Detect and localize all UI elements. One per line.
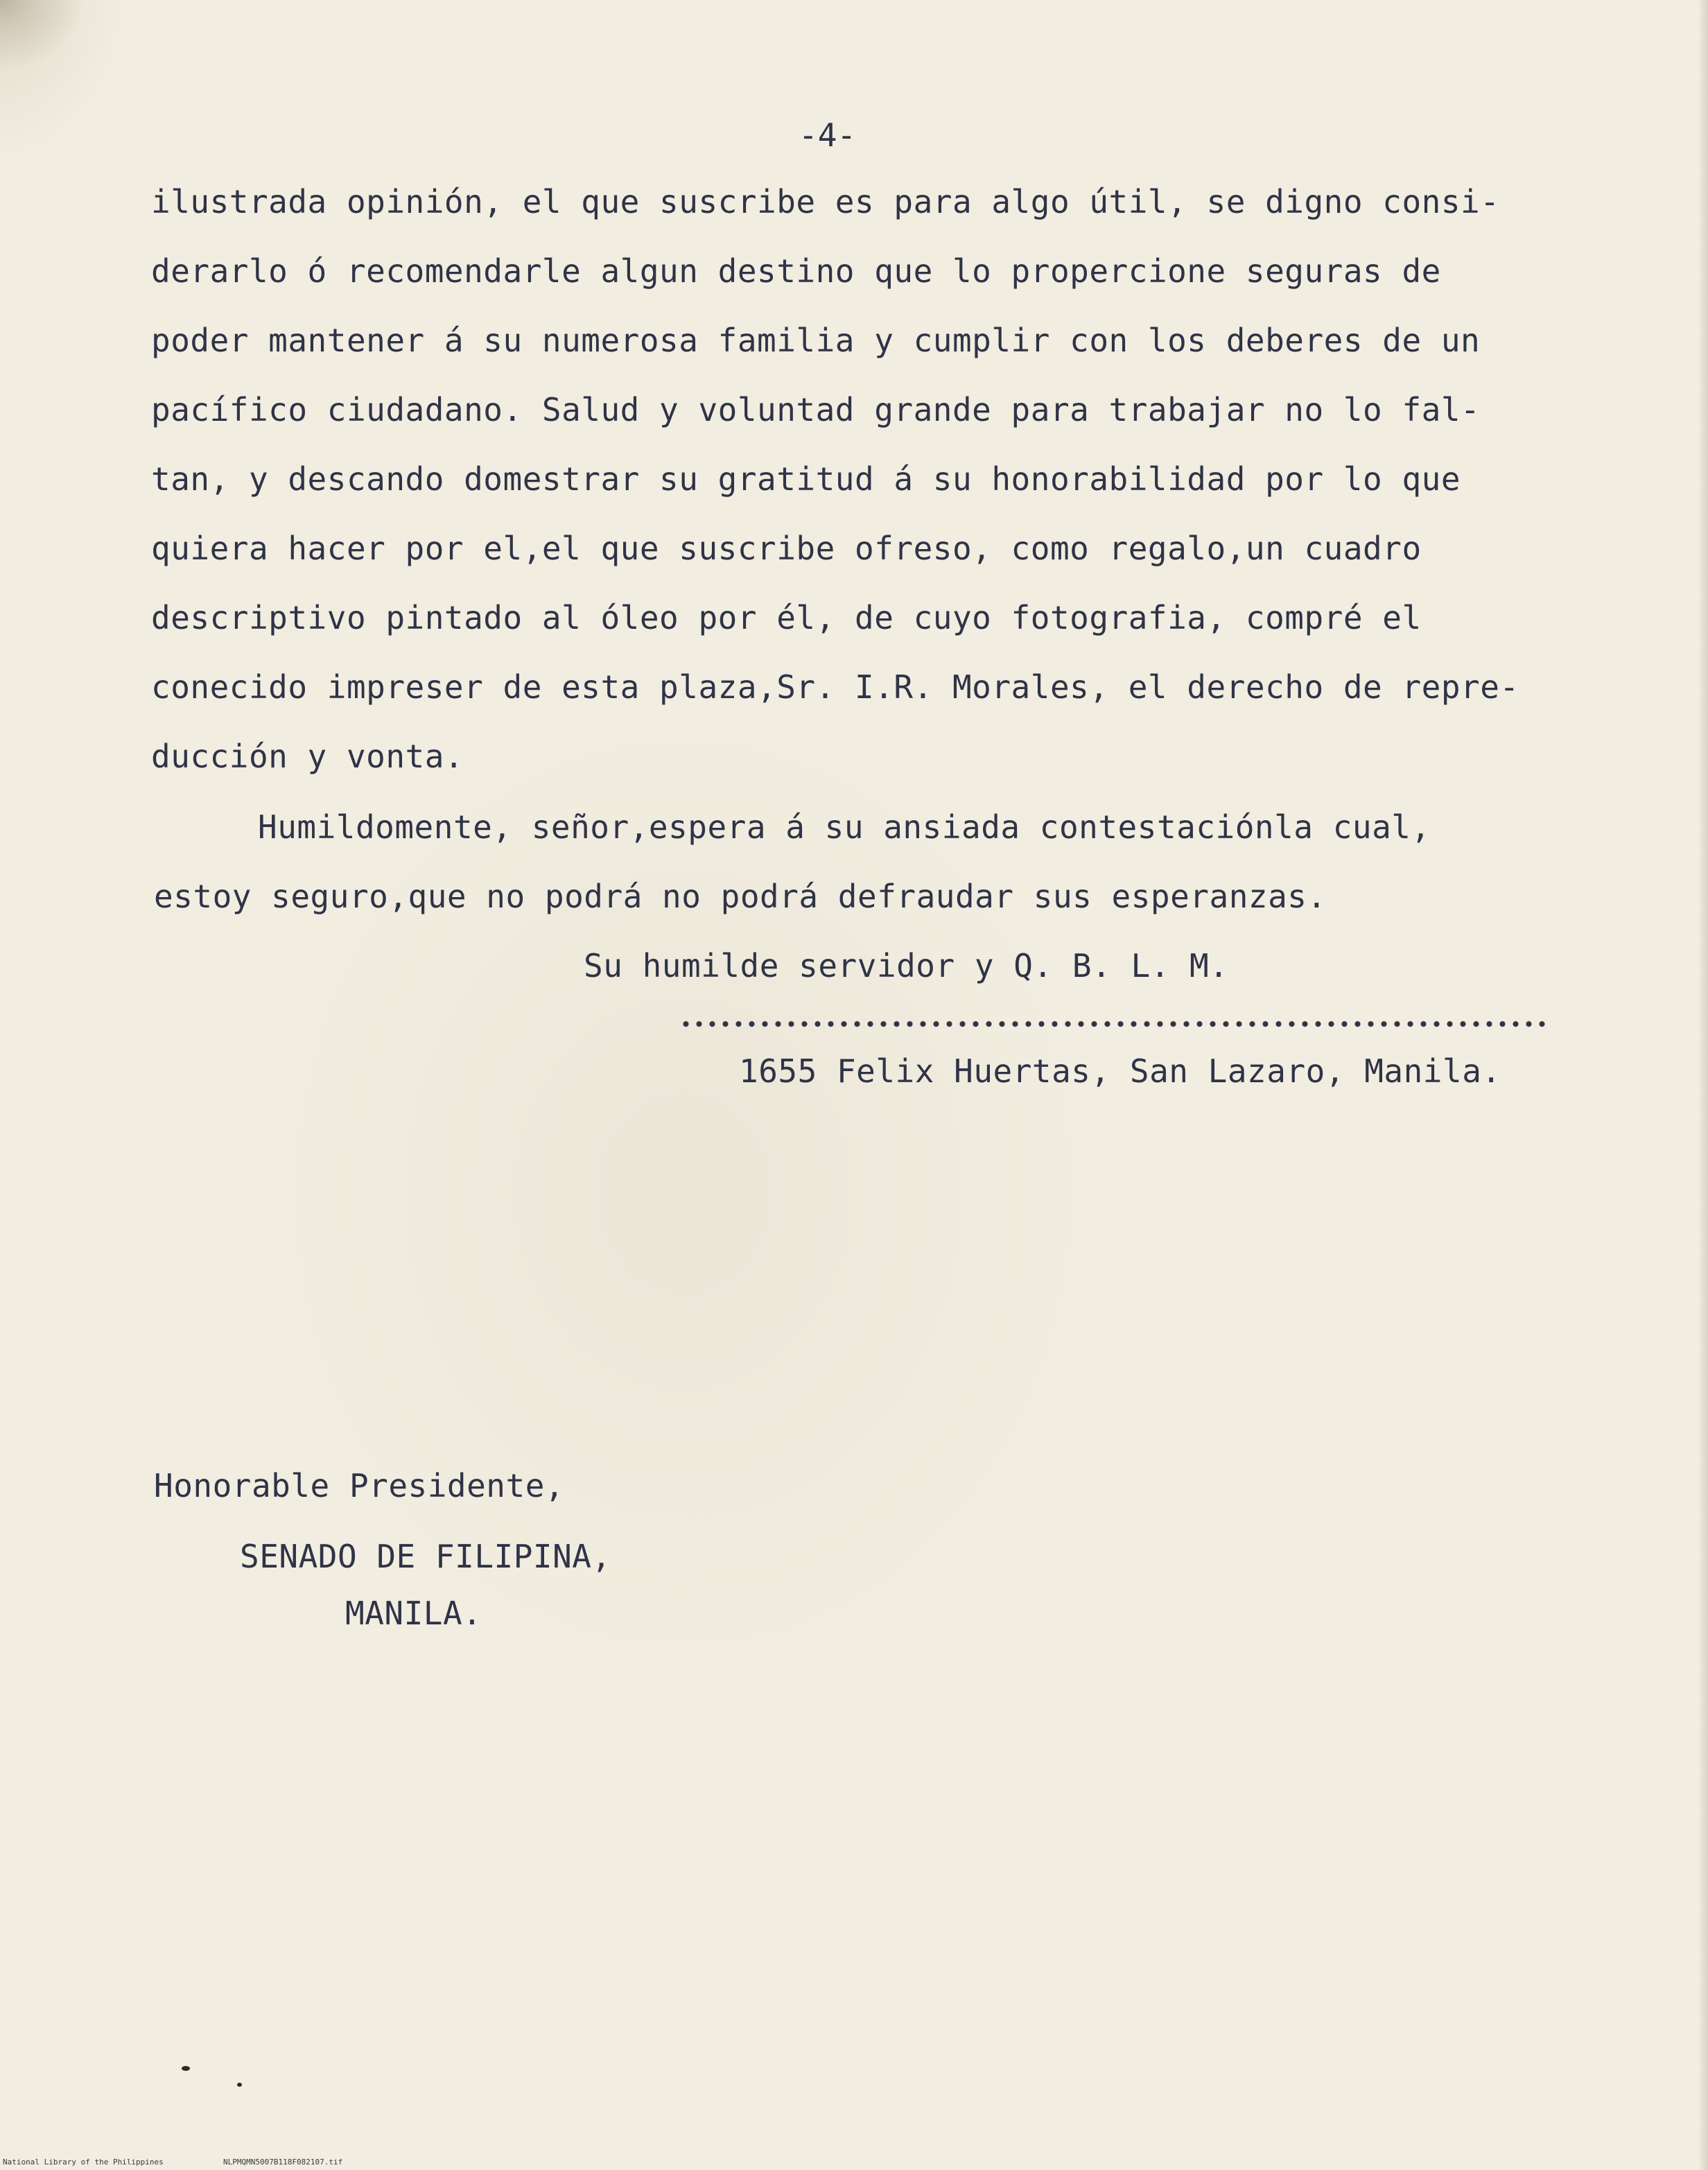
paper-edge-shadow [1698, 0, 1708, 2170]
body-line: quiera hacer por el,el que suscribe ofreso, como regalo,un cuadro [151, 530, 1422, 567]
paper-corner-wear [0, 0, 90, 76]
body-line: descriptivo pintado al óleo por él, de cuyo fotografia, compré el [151, 599, 1422, 636]
signature-address: 1655 Felix Huertas, San Lazaro, Manila. [739, 1052, 1501, 1090]
valediction: Su humilde servidor y Q. B. L. M. [584, 947, 1229, 984]
body-line: ducción y vonta. [151, 738, 464, 775]
ink-speck [237, 2083, 242, 2087]
body-line: derarlo ó recomendarle algun destino que lo propercione seguras de [151, 252, 1441, 290]
signature-dotted-line [679, 1021, 1547, 1027]
recipient-city: MANILA. [345, 1595, 482, 1632]
body-line: ilustrada opinión, el que suscribe es para algo útil, se digno consi- [151, 183, 1500, 220]
recipient-institution: SENADO DE FILIPINA, [240, 1538, 611, 1575]
recipient-title: Honorable Presidente, [154, 1467, 565, 1504]
ink-speck [182, 2066, 190, 2071]
body-line: poder mantener á su numerosa familia y cumplir con los deberes de un [151, 322, 1481, 359]
page-number: -4- [799, 116, 857, 154]
archive-footer-filename: NLPMQMN5007B118F082107.tif [223, 2158, 343, 2167]
closing-line: estoy seguro,que no podrá no podrá defraudar sus esperanzas. [154, 878, 1327, 915]
archive-footer-source: National Library of the Philippines [3, 2158, 164, 2167]
closing-line: Humildomente, señor,espera á su ansiada contestaciónla cual, [258, 808, 1431, 846]
body-line: tan, y descando domestrar su gratitud á su honorabilidad por lo que [151, 460, 1461, 498]
body-line: conecido impreser de esta plaza,Sr. I.R. Morales, el derecho de repre- [151, 668, 1519, 706]
body-line: pacífico ciudadano. Salud y voluntad grande para trabajar no lo fal- [151, 391, 1481, 428]
